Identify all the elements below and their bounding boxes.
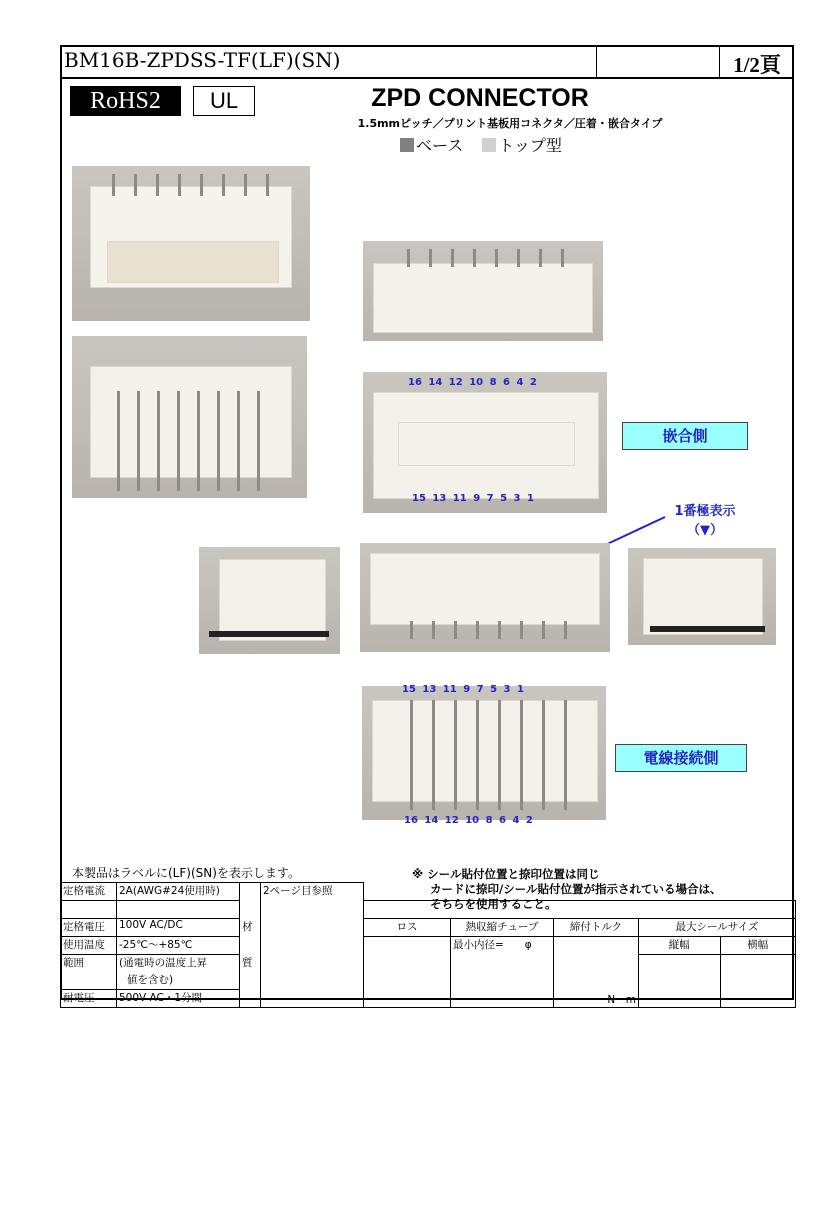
product-subtitle: 1.5mmピッチ／プリント基板用コネクタ／圧着・嵌合タイプ bbox=[357, 117, 663, 130]
wire-side-label: 電線接続側 bbox=[615, 744, 747, 772]
temp-value-2: (通電時の温度上昇 bbox=[117, 955, 240, 973]
temp-label-2: 範囲 bbox=[61, 955, 117, 973]
withstand-label: 耐電圧 bbox=[61, 990, 117, 1008]
torque-unit: N・m bbox=[554, 937, 639, 1008]
col-torque: 締付トルク bbox=[554, 919, 639, 937]
temp-label-1: 使用温度 bbox=[61, 937, 117, 955]
seal-note-line1: ※ シール貼付位置と捺印位置は同じ bbox=[412, 867, 600, 881]
label-note: 本製品はラベルに(LF)(SN)を表示します。 bbox=[72, 866, 300, 880]
seal-note-line2: カードに捺印/シール貼付位置が指示されている場合は、 bbox=[430, 882, 722, 896]
connector-photo-angled bbox=[72, 336, 307, 498]
pin-numbers-mating-bottom: 15 13 11 9 7 5 3 1 bbox=[412, 493, 534, 504]
base-square-icon bbox=[400, 138, 414, 152]
pin1-callout-line2: （▼） bbox=[687, 523, 723, 538]
pin1-callout-line1: 1番極表示 bbox=[674, 504, 736, 519]
temp-value-1: -25℃～+85℃ bbox=[117, 937, 240, 955]
pin-numbers-mating-top: 16 14 12 10 8 6 4 2 bbox=[408, 377, 537, 388]
material-label-1: 材 bbox=[240, 919, 261, 937]
pin-numbers-wire-bottom: 16 14 12 10 8 6 4 2 bbox=[404, 815, 533, 826]
material-reference: 2ページ目参照 bbox=[261, 883, 364, 901]
connector-photo-perspective bbox=[72, 166, 310, 321]
rohs-badge: RoHS2 bbox=[70, 86, 181, 116]
connector-photo-wire-side bbox=[362, 686, 606, 820]
rated-current-label: 定格電流 bbox=[61, 883, 117, 901]
page-number: 1/2頁 bbox=[733, 53, 781, 77]
col-seal: 最大シールサイズ bbox=[639, 919, 796, 937]
withstand-value: 500V AC・1分間 bbox=[117, 990, 240, 1008]
product-title: ZPD CONNECTOR bbox=[371, 84, 589, 112]
connector-photo-right-side bbox=[628, 548, 776, 645]
header-divider bbox=[596, 45, 597, 79]
top-square-icon bbox=[482, 138, 496, 152]
col-lot: ロス bbox=[364, 919, 451, 937]
rated-voltage-value: 100V AC/DC bbox=[117, 919, 240, 937]
seal-height: 縦幅 bbox=[639, 937, 721, 955]
connector-photo-top bbox=[363, 241, 603, 341]
connector-photo-mating-side bbox=[363, 372, 607, 513]
product-type-row bbox=[400, 133, 562, 156]
connector-photo-front bbox=[360, 543, 610, 652]
type-base: ベース bbox=[416, 136, 464, 155]
seal-width: 横幅 bbox=[720, 937, 795, 955]
spec-table bbox=[60, 882, 796, 1008]
header-divider bbox=[719, 45, 720, 79]
type-top: トップ型 bbox=[498, 136, 562, 155]
tube-value: 最小内径= φ bbox=[451, 937, 554, 1008]
material-label-2: 質 bbox=[240, 955, 261, 973]
ul-badge: UL bbox=[193, 86, 255, 116]
col-tube: 熱収縮チューブ bbox=[451, 919, 554, 937]
temp-value-3: 値を含む) bbox=[117, 972, 240, 990]
rated-current-value: 2A(AWG#24使用時) bbox=[117, 883, 240, 901]
part-number: BM16B-ZPDSS-TF(LF)(SN) bbox=[64, 48, 341, 72]
mating-side-label: 嵌合側 bbox=[622, 422, 748, 450]
pin-numbers-wire-top: 15 13 11 9 7 5 3 1 bbox=[402, 684, 524, 695]
connector-photo-left-side bbox=[199, 547, 340, 654]
rated-voltage-label: 定格電圧 bbox=[61, 919, 117, 937]
seal-note-line3: そちらを使用すること。 bbox=[430, 897, 557, 911]
